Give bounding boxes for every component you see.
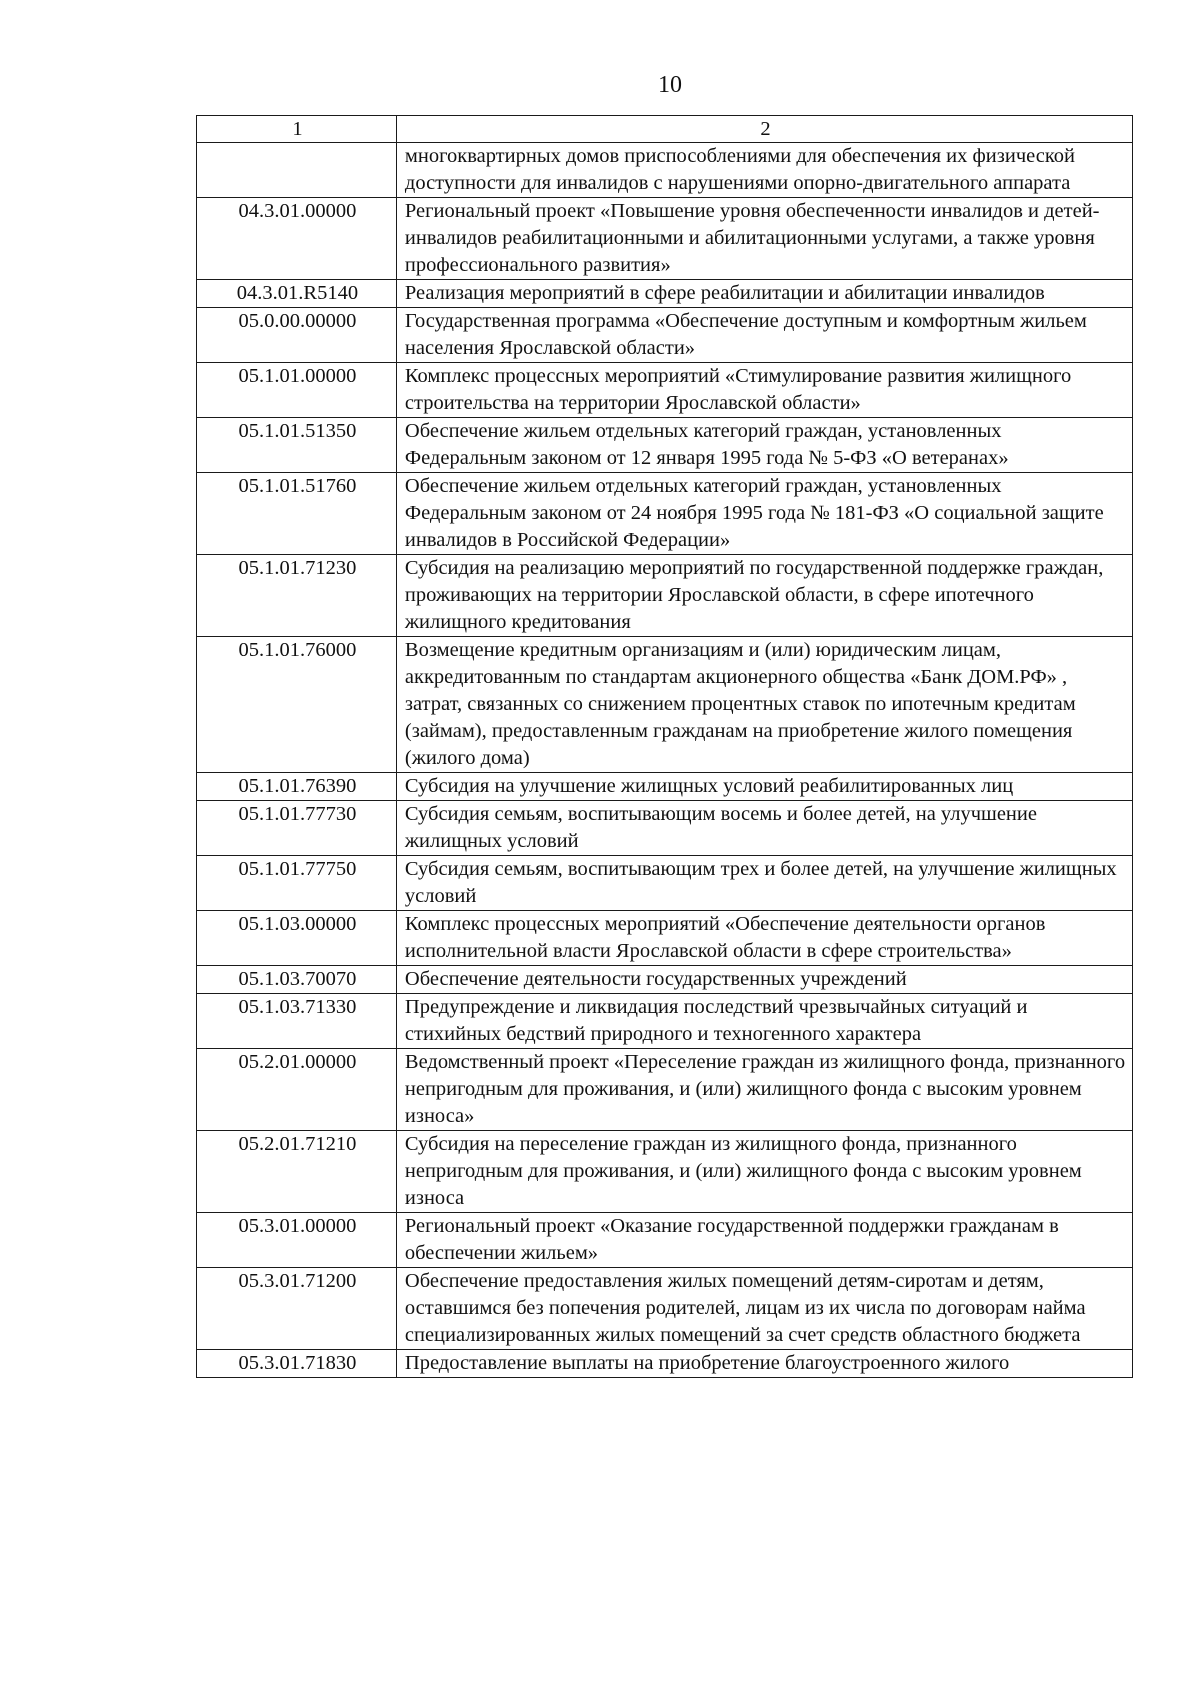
table-row xyxy=(197,1268,1133,1350)
row-description: Комплекс процессных мероприятий «Стимулирование развития жилищного строительства на территории Ярославской области» xyxy=(396,363,1132,418)
row-code: 05.3.01.71200 xyxy=(197,1268,397,1350)
row-code: 05.2.01.00000 xyxy=(197,1049,397,1131)
page-number: 10 xyxy=(658,72,682,98)
row-code: 05.1.03.71330 xyxy=(197,994,397,1049)
table-row xyxy=(197,308,1133,363)
table-row xyxy=(197,966,1133,994)
row-description: Реализация мероприятий в сфере реабилитации и абилитации инвалидов xyxy=(396,280,1132,308)
table-row xyxy=(197,911,1133,966)
row-code xyxy=(197,143,397,198)
row-code: 04.3.01.00000 xyxy=(197,198,397,280)
table-row xyxy=(197,801,1133,856)
row-description: Предоставление выплаты на приобретение благоустроенного жилого xyxy=(396,1350,1132,1378)
row-description: Обеспечение жильем отдельных категорий граждан, установленных Федеральным законом от 24 ноября 1995 года № 181-ФЗ «О социальной защите инвалидов в Российской Федерации» xyxy=(396,473,1132,555)
table-row xyxy=(197,773,1133,801)
budget-codes-table xyxy=(196,115,1133,1378)
row-description: Региональный проект «Оказание государственной поддержки гражданам в обеспечении жильем» xyxy=(396,1213,1132,1268)
row-description: Возмещение кредитным организациям и (или) юридическим лицам, аккредитованным по стандартам акционерного общества «Банк ДОМ.РФ» , затрат, связанных со снижением процентных ставок по ипотечным кредитам (займам), предоставленным гражданам на приобретение жилого помещения (жилого дома) xyxy=(396,637,1132,773)
table-row xyxy=(197,473,1133,555)
row-description: Ведомственный проект «Переселение граждан из жилищного фонда, признанного непригодным для проживания, и (или) жилищного фонда с высоким уровнем износа» xyxy=(396,1049,1132,1131)
table-row xyxy=(197,363,1133,418)
row-code: 05.3.01.71830 xyxy=(197,1350,397,1378)
row-code: 05.1.03.70070 xyxy=(197,966,397,994)
row-code: 05.1.01.76390 xyxy=(197,773,397,801)
row-description: Субсидия на улучшение жилищных условий реабилитированных лиц xyxy=(396,773,1132,801)
row-code: 05.1.01.76000 xyxy=(197,637,397,773)
row-code: 04.3.01.R5140 xyxy=(197,280,397,308)
row-description: Субсидия семьям, воспитывающим трех и более детей, на улучшение жилищных условий xyxy=(396,856,1132,911)
table-row xyxy=(197,1213,1133,1268)
table-row xyxy=(197,994,1133,1049)
table-row xyxy=(197,1350,1133,1378)
table-row xyxy=(197,1049,1133,1131)
table-header-row xyxy=(197,116,1133,143)
row-code: 05.1.01.71230 xyxy=(197,555,397,637)
row-code: 05.1.01.51760 xyxy=(197,473,397,555)
table-row xyxy=(197,856,1133,911)
table-row xyxy=(197,637,1133,773)
row-description: многоквартирных домов приспособлениями для обеспечения их физической доступности для инвалидов с нарушениями опорно-двигательного аппарата xyxy=(396,143,1132,198)
row-description: Субсидия семьям, воспитывающим восемь и более детей, на улучшение жилищных условий xyxy=(396,801,1132,856)
row-code: 05.1.01.51350 xyxy=(197,418,397,473)
row-code: 05.1.03.00000 xyxy=(197,911,397,966)
row-code: 05.1.01.77750 xyxy=(197,856,397,911)
row-description: Обеспечение предоставления жилых помещений детям-сиротам и детям, оставшимся без попечения родителей, лицам из их числа по договорам найма специализированных жилых помещений за счет средств областного бюджета xyxy=(396,1268,1132,1350)
row-description: Субсидия на реализацию мероприятий по государственной поддержке граждан, проживающих на территории Ярославской области, в сфере ипотечного жилищного кредитования xyxy=(396,555,1132,637)
row-description: Региональный проект «Повышение уровня обеспеченности инвалидов и детей-инвалидов реабилитационными и абилитационными услугами, а также уровня профессионального развития» xyxy=(396,198,1132,280)
table-row xyxy=(197,198,1133,280)
table-row xyxy=(197,1131,1133,1213)
table-row xyxy=(197,143,1133,198)
row-description: Обеспечение деятельности государственных учреждений xyxy=(396,966,1132,994)
table-row xyxy=(197,555,1133,637)
row-description: Государственная программа «Обеспечение доступным и комфортным жильем населения Ярославской области» xyxy=(396,308,1132,363)
row-description: Субсидия на переселение граждан из жилищного фонда, признанного непригодным для проживания, и (или) жилищного фонда с высоким уровнем износа xyxy=(396,1131,1132,1213)
row-description: Комплекс процессных мероприятий «Обеспечение деятельности органов исполнительной власти Ярославской области в сфере строительства» xyxy=(396,911,1132,966)
row-code: 05.1.01.77730 xyxy=(197,801,397,856)
table-row xyxy=(197,280,1133,308)
column-header-1: 1 xyxy=(197,116,397,143)
row-description: Обеспечение жильем отдельных категорий граждан, установленных Федеральным законом от 12 января 1995 года № 5-ФЗ «О ветеранах» xyxy=(396,418,1132,473)
table-row xyxy=(197,418,1133,473)
row-code: 05.3.01.00000 xyxy=(197,1213,397,1268)
row-description: Предупреждение и ликвидация последствий чрезвычайных ситуаций и стихийных бедствий природного и техногенного характера xyxy=(396,994,1132,1049)
row-code: 05.0.00.00000 xyxy=(197,308,397,363)
row-code: 05.2.01.71210 xyxy=(197,1131,397,1213)
row-code: 05.1.01.00000 xyxy=(197,363,397,418)
column-header-2: 2 xyxy=(396,116,1132,143)
